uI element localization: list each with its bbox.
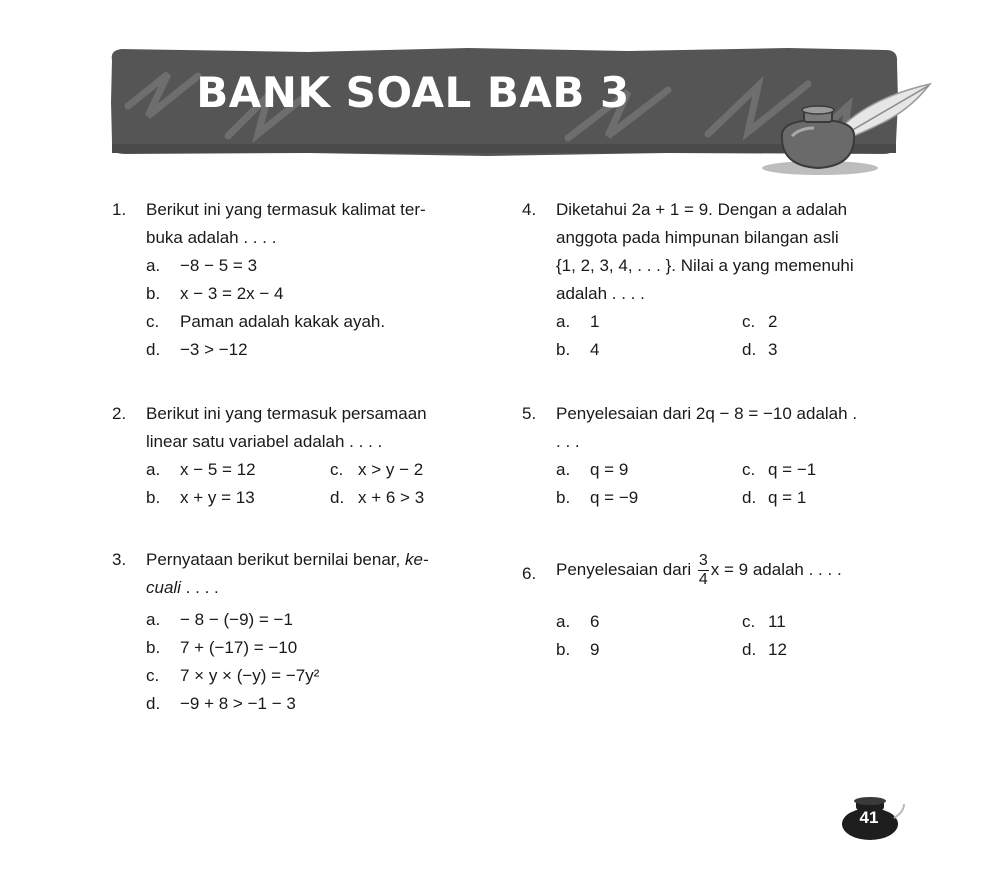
fraction: $\frac{3}{4}$	[698, 552, 708, 588]
option-b: b. x + y = 13	[146, 488, 255, 507]
option-c: c. 7 × y × (−y) = −7y²	[146, 666, 320, 685]
question-2	[112, 400, 502, 520]
question-number: 1.	[112, 200, 127, 219]
question-text: Penyelesaian dari 2q − 8 = −10 adalah .	[556, 404, 858, 423]
question-number: 5.	[522, 404, 537, 423]
option-c: c. q = −1	[742, 460, 817, 479]
question-text: linear satu variabel adalah . . . .	[146, 432, 383, 451]
option-a: a. x − 5 = 12	[146, 460, 256, 479]
question-5	[522, 400, 912, 520]
question-text: Berikut ini yang termasuk kalimat ter-	[146, 200, 426, 219]
question-number: 2.	[112, 404, 127, 423]
option-d: d. x + 6 > 3	[330, 488, 425, 507]
left-column	[112, 196, 502, 736]
option-a: a. q = 9	[556, 460, 629, 479]
option-a: a. 1	[556, 312, 600, 331]
question-1	[112, 196, 502, 366]
question-4	[522, 196, 912, 366]
option-a: a. − 8 − (−9) = −1	[146, 610, 293, 629]
option-b: b. 4	[556, 340, 600, 359]
option-b: b. 9	[556, 640, 600, 659]
page-title: BANK SOAL BAB 3	[196, 68, 630, 117]
option-d: d. −3 > −12	[146, 340, 248, 359]
question-text: Berikut ini yang termasuk persamaan	[146, 404, 427, 423]
option-a: a. 6	[556, 612, 600, 631]
option-c: c. 2	[742, 312, 778, 331]
question-3	[112, 546, 502, 726]
question-text: Diketahui 2a + 1 = 9. Dengan a adalah	[556, 200, 848, 219]
question-6	[522, 548, 912, 658]
inkpot-quill-icon	[760, 80, 940, 180]
option-b: b. 7 + (−17) = −10	[146, 638, 298, 657]
option-d: d. 12	[742, 640, 787, 659]
option-c: c. Paman adalah kakak ayah.	[146, 312, 386, 331]
option-a: a. −8 − 5 = 3	[146, 256, 258, 275]
right-column	[522, 196, 912, 696]
question-text: buka adalah . . . .	[146, 228, 277, 247]
option-d: d. 3	[742, 340, 778, 359]
page-number: 41	[859, 808, 879, 827]
question-number: 4.	[522, 200, 537, 219]
option-b: b. x − 3 = 2x − 4	[146, 284, 284, 303]
question-text: Pernyataan berikut bernilai benar, ke-	[146, 550, 429, 569]
option-d: d. q = 1	[742, 488, 807, 507]
option-c: c. 11	[742, 612, 786, 631]
option-c: c. x > y − 2	[330, 460, 424, 479]
question-number: 6.	[522, 564, 537, 583]
question-text: cuali . . . .	[146, 578, 219, 597]
question-text: Penyelesaian dari $\frac{3}{4}$ x = 9 adalah . . . .	[556, 552, 842, 588]
question-text: adalah . . . .	[556, 284, 645, 303]
question-text: anggota pada himpunan bilangan asli	[556, 228, 839, 247]
question-number: 3.	[112, 550, 127, 569]
question-text: . . .	[556, 432, 580, 451]
question-text: {1, 2, 3, 4, . . . }. Nilai a yang memenuhi	[556, 256, 854, 275]
option-b: b. q = −9	[556, 488, 639, 507]
option-d: d. −9 + 8 > −1 − 3	[146, 694, 296, 713]
